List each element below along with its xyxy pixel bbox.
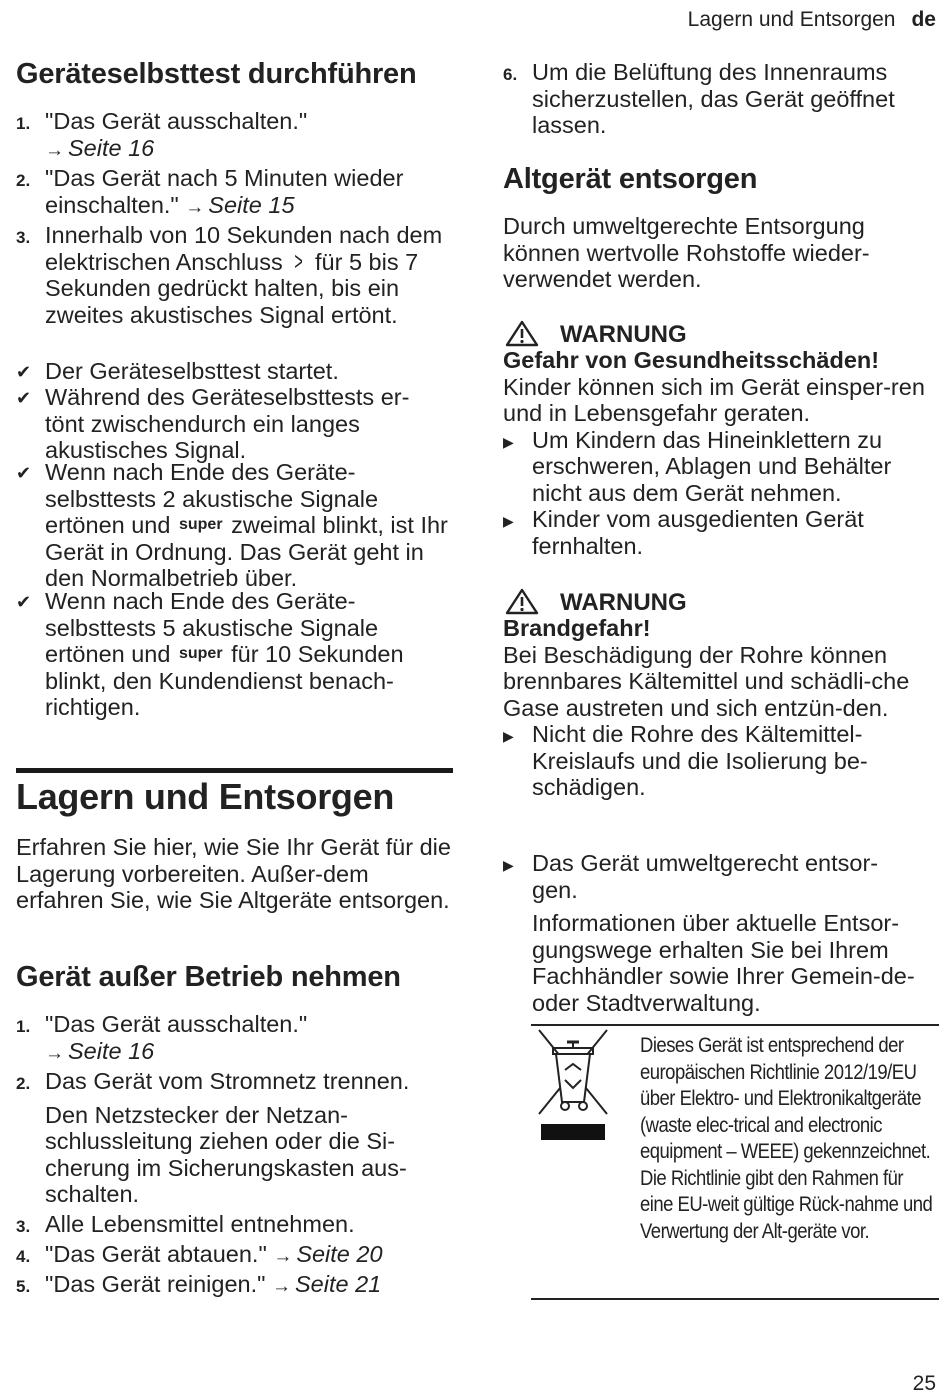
out-of-service-step-1 bbox=[16, 1011, 454, 1067]
step-text: für 5 bis 7 Sekunden gedrückt halten, bis ein zweites akustisches Signal ertönt. bbox=[45, 248, 419, 328]
right-arrow-icon: → bbox=[271, 1276, 291, 1297]
action-text: Kinder vom ausgedienten Gerät fernhalten. bbox=[532, 506, 864, 559]
warning-title: Brandgefahr! bbox=[503, 615, 651, 641]
selftest-result-1 bbox=[16, 358, 454, 385]
out-of-service-heading: Gerät außer Betrieb nehmen bbox=[16, 961, 401, 993]
warning-label: WARNUNG bbox=[560, 321, 687, 348]
step-number: 3. bbox=[16, 228, 31, 247]
step-number: 2. bbox=[16, 171, 31, 190]
weee-text bbox=[640, 1032, 938, 1244]
action-text: Das Gerät umweltgerecht entsor-gen. bbox=[532, 850, 879, 903]
weee-notice bbox=[531, 1024, 939, 1300]
step-text: Innerhalb von 10 Sekunden nach dem elektrischen Anschluss bbox=[45, 222, 443, 275]
chapter-title: Lagern und Entsorgen bbox=[16, 776, 395, 817]
out-of-service-step-3 bbox=[16, 1211, 454, 1238]
selftest-result-3 bbox=[16, 459, 454, 592]
warning-title: Gefahr von Gesundheitsschäden! bbox=[503, 347, 880, 373]
step-number: 6. bbox=[503, 65, 518, 84]
triangle-right-icon: ▶ bbox=[503, 433, 514, 450]
action-text: Nicht die Rohre des Kältemittel-Kreislaufs und die Isolierung be-schädigen. bbox=[532, 721, 868, 800]
chapter-intro: Erfahren Sie hier, wie Sie Ihr Gerät für die Lagerung vorbereiten. Außer-dem erfahren Sie, wie Sie Altgeräte entsorgen. bbox=[16, 834, 451, 913]
checkmark-icon: ✔ bbox=[16, 592, 32, 612]
crossed-out-bin-icon bbox=[537, 1028, 609, 1168]
selftest-heading: Geräteselbsttest durchführen bbox=[16, 58, 417, 90]
warning-health bbox=[503, 320, 939, 559]
warning-action-2 bbox=[503, 506, 939, 559]
disposal-heading: Altgerät entsorgen bbox=[503, 163, 758, 195]
page-number: 25 bbox=[912, 1372, 936, 1392]
page-reference: Seite 16 bbox=[68, 1037, 155, 1064]
step-number: 1. bbox=[16, 114, 31, 133]
action-text: Um Kindern das Hineinklettern zu erschweren, Ablagen und Behälter nicht aus dem Gerät nehmen. bbox=[532, 426, 892, 506]
page-reference: Seite 21 bbox=[294, 1271, 382, 1297]
checkmark-icon: ✔ bbox=[16, 463, 32, 483]
super-symbol: super bbox=[178, 645, 223, 662]
checkmark-icon: ✔ bbox=[16, 362, 32, 382]
warning-text: Kinder können sich im Gerät einsper-ren und in Lebensgefahr geraten. bbox=[503, 373, 925, 426]
step-number: 4. bbox=[16, 1247, 31, 1266]
chevron-right-icon: > bbox=[294, 245, 304, 276]
warning-label: WARNUNG bbox=[560, 589, 687, 616]
language-code: de bbox=[911, 8, 936, 31]
selftest-step-3 bbox=[16, 222, 454, 328]
step-number: 5. bbox=[16, 1277, 31, 1296]
step-text: "Das Gerät ausschalten." bbox=[45, 1011, 308, 1037]
warning-text: Bei Beschädigung der Rohre können brennbares Kältemittel und schädli-che Gase austreten und sich entzün-den. bbox=[503, 641, 910, 721]
step-note: Den Netzstecker der Netzan-schlussleitung ziehen oder die Si-cherung im Sicherungskasten aus-schalten. bbox=[45, 1101, 407, 1207]
step-text: Das Gerät vom Stromnetz trennen. bbox=[45, 1068, 410, 1094]
result-text: Wenn nach Ende des Geräte-selbsttests 2 akustische Signale ertönen und bbox=[45, 459, 379, 538]
disposal-intro: Durch umweltgerechte Entsorgung können wertvolle Rohstoffe wieder-verwendet werden. bbox=[503, 213, 870, 292]
right-arrow-icon: → bbox=[273, 1246, 293, 1267]
triangle-right-icon: ▶ bbox=[503, 857, 514, 873]
selftest-step-1 bbox=[16, 108, 454, 164]
checkmark-icon: ✔ bbox=[16, 388, 32, 408]
warning-action-1 bbox=[503, 427, 939, 507]
selftest-step-2 bbox=[16, 165, 448, 221]
right-arrow-icon: → bbox=[185, 196, 205, 218]
step-text: Alle Lebensmittel entnehmen. bbox=[45, 1211, 355, 1237]
right-arrow-icon: → bbox=[45, 1042, 64, 1064]
triangle-right-icon: ▶ bbox=[503, 513, 514, 529]
weee-paragraph-2: Die Richtlinie gibt den Rahmen für eine EU-weit gültige Rück-nahme und Verwertung der Alt-geräte vor. bbox=[640, 1165, 933, 1243]
out-of-service-step-2 bbox=[16, 1068, 454, 1208]
result-text: Während des Geräteselbsttests er-tönt zwischendurch ein langes akustisches Signal. bbox=[45, 384, 410, 463]
weee-paragraph-1: Dieses Gerät ist entsprechend der europäischen Richtlinie 2012/19/EU über Elektro- und Elektronikaltgeräte (waste elec-trical and electronic equipment – WEEE) gekennzeichnet. bbox=[640, 1033, 931, 1163]
warning-action-1 bbox=[503, 721, 939, 801]
result-text: für 10 Sekunden blinkt, den Kundendienst benach-richtigen. bbox=[45, 641, 404, 720]
out-of-service-step-6 bbox=[503, 59, 939, 139]
page-reference: Seite 20 bbox=[296, 1241, 383, 1267]
result-text: Wenn nach Ende des Geräte-selbsttests 5 akustische Signale ertönen und bbox=[45, 588, 379, 667]
warning-triangle-icon bbox=[505, 588, 539, 615]
result-text: zweimal blinkt, ist Ihr Gerät in Ordnung. Das Gerät geht in den Normalbetrieb über. bbox=[45, 512, 448, 591]
warning-fire bbox=[503, 588, 939, 801]
step-number: 3. bbox=[16, 1217, 31, 1236]
super-symbol: super bbox=[178, 516, 223, 533]
step-text: "Das Gerät abtauen." bbox=[45, 1241, 267, 1267]
action-note: Informationen über aktuelle Entsor-gungswege erhalten Sie bei Ihrem Fachhändler sowie Ihrer Gemein-de- oder Stadtverwaltung. bbox=[532, 910, 915, 1016]
selftest-result-4 bbox=[16, 588, 448, 721]
running-header bbox=[688, 8, 936, 32]
out-of-service-step-4 bbox=[16, 1241, 454, 1271]
selftest-result-2 bbox=[16, 384, 446, 464]
result-text: Der Geräteselbsttest startet. bbox=[45, 358, 339, 384]
out-of-service-step-5 bbox=[16, 1271, 454, 1301]
final-action bbox=[503, 850, 919, 1016]
triangle-right-icon: ▶ bbox=[503, 728, 514, 744]
page-reference: Seite 16 bbox=[68, 134, 155, 161]
page-reference: Seite 15 bbox=[208, 191, 295, 218]
step-text: "Das Gerät ausschalten." bbox=[45, 108, 308, 134]
right-arrow-icon: → bbox=[45, 139, 64, 161]
running-header-title: Lagern und Entsorgen bbox=[687, 8, 896, 31]
step-text: Um die Belüftung des Innenraums sicherzustellen, das Gerät geöffnet lassen. bbox=[532, 59, 895, 138]
step-number: 1. bbox=[16, 1017, 31, 1036]
chapter-rule bbox=[16, 768, 453, 773]
step-number: 2. bbox=[16, 1074, 31, 1093]
step-text: "Das Gerät reinigen." bbox=[45, 1271, 266, 1297]
step-text: "Das Gerät nach 5 Minuten wieder einschalten." bbox=[45, 165, 404, 218]
warning-triangle-icon bbox=[505, 320, 539, 347]
